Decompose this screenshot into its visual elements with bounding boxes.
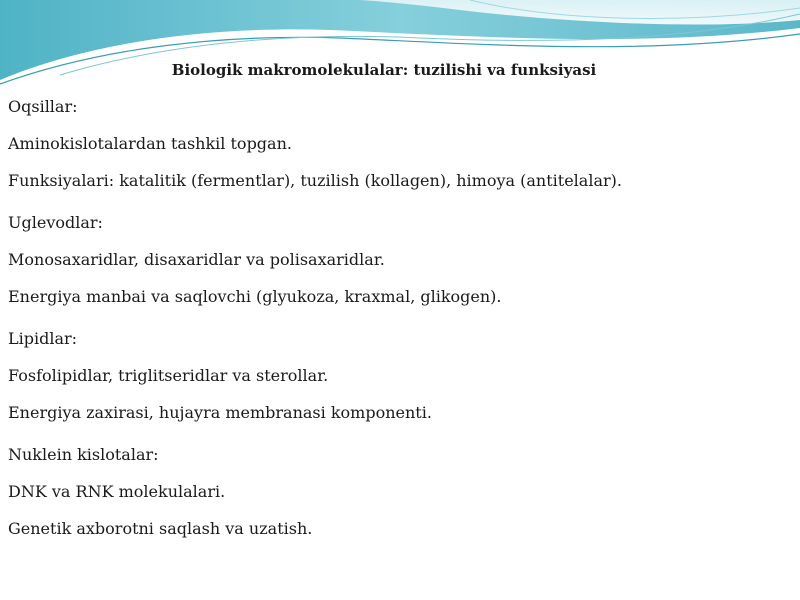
section-heading: Lipidlar: xyxy=(8,329,78,348)
section-line: Energiya manbai va saqlovchi (glyukoza, kraxmal, glikogen). xyxy=(8,287,502,306)
header-wave-decoration xyxy=(0,0,800,95)
section-line: Energiya zaxirasi, hujayra membranasi komponenti. xyxy=(8,403,432,422)
section-line: Fosfolipidlar, triglitseridlar va sterollar. xyxy=(8,366,329,385)
section-nuklein-kislotalar xyxy=(8,445,788,539)
section-line: Funksiyalari: katalitik (fermentlar), tuzilish (kollagen), himoya (antitelalar). xyxy=(8,171,622,190)
section-oqsillar xyxy=(8,97,788,191)
section-heading: Nuklein kislotalar: xyxy=(8,445,159,464)
section-heading: Uglevodlar: xyxy=(8,213,103,232)
section-uglevodlar xyxy=(8,213,788,307)
section-line: Monosaxaridlar, disaxaridlar va polisaxaridlar. xyxy=(8,250,385,269)
slide-body xyxy=(8,97,788,561)
section-line: DNK va RNK molekulalari. xyxy=(8,482,226,501)
slide-title: Biologik makromolekulalar: tuzilishi va funksiyasi xyxy=(171,61,597,79)
section-line: Aminokislotalardan tashkil topgan. xyxy=(8,134,292,153)
section-heading: Oqsillar: xyxy=(8,97,78,116)
section-lipidlar xyxy=(8,329,788,423)
section-line: Genetik axborotni saqlash va uzatish. xyxy=(8,519,313,538)
